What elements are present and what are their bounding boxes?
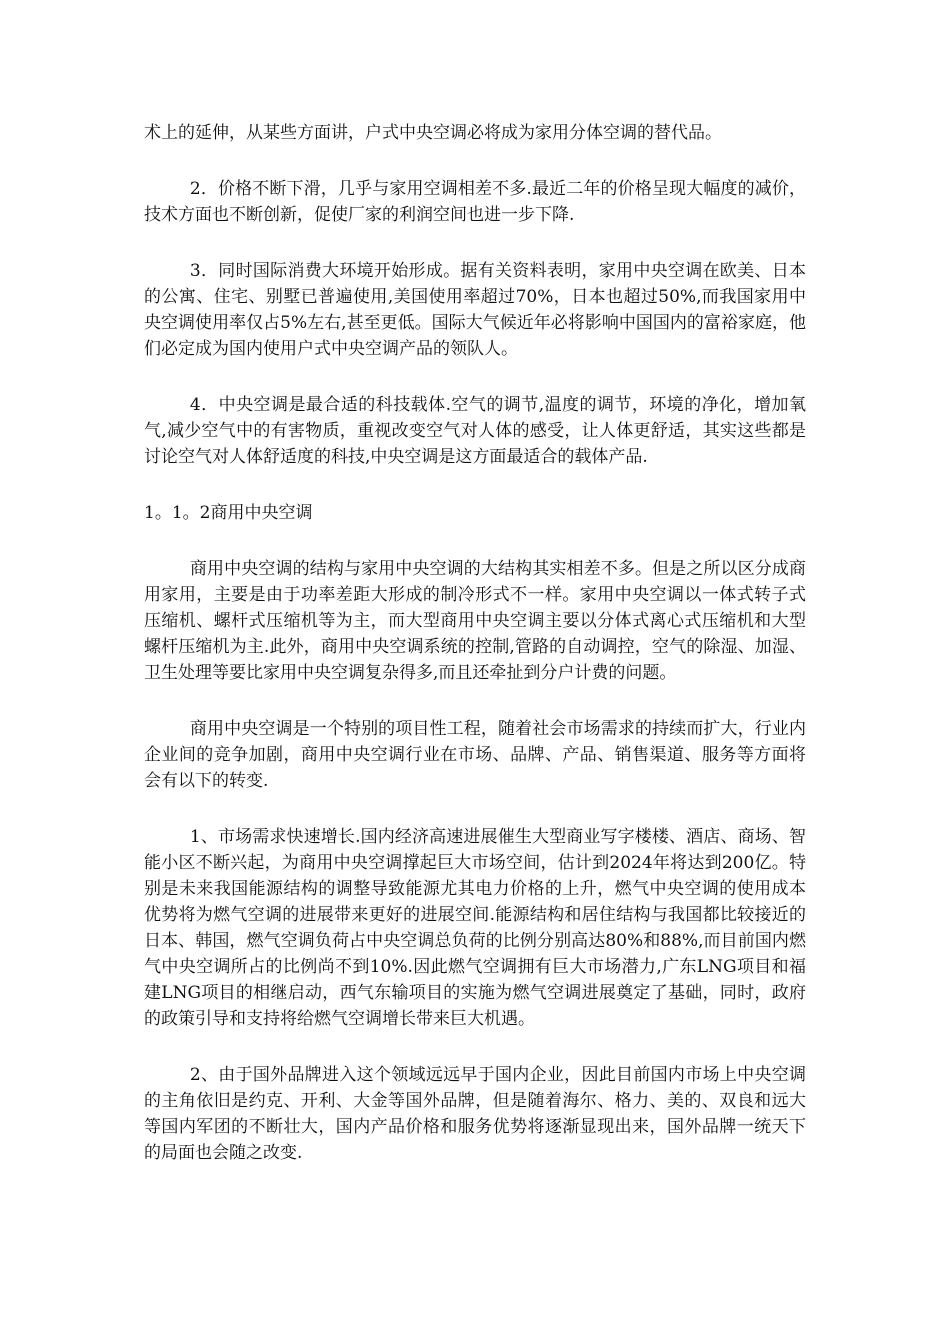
paragraph-foreign-brands: 2、由于国外品牌进入这个领域远远早于国内企业，因此目前国内市场上中央空调的主角依旧是约克、开利、大金等国外品牌，但是随着海尔、格力、美的、双良和远大等国内军团的不断壮大，国内产品价格和服务优势将逐渐显现出来，国外品牌一统天下的局面也会随之改变. [144, 1065, 806, 1163]
paragraph-point-3-environment: 3．同时国际消费大环境开始形成。据有关资料表明，家用中央空调在欧美、日本的公寓、住宅、别墅已普遍使用,美国使用率超过70%，日本也超过50%,而我国家用中央空调使用率仅占5%左右,甚至更低。国际大气候近年必将影响中国国内的富裕家庭，他们必定成为国内使用户式中央空调产品的领队人。 [144, 261, 806, 359]
paragraph-point-2-price: 2．价格不断下滑，几乎与家用空调相差不多.最近二年的价格呈现大幅度的减价，技术方面也不断创新，促使厂家的利润空间也进一步下降. [144, 179, 806, 225]
paragraph-commercial-changes: 商用中央空调是一个特别的项目性工程，随着社会市场需求的持续而扩大，行业内企业间的竞争加剧，商用中央空调行业在市场、品牌、产品、销售渠道、服务等方面将会有以下的转变. [144, 719, 806, 791]
paragraph-market-demand: 1、市场需求快速增长.国内经济高速进展催生大型商业写字楼楼、酒店、商场、智能小区不断兴起，为商用中央空调撑起巨大市场空间，估计到2024年将达到200亿。特别是未来我国能源结构的调整导致能源尤其电力价格的上升，燃气中央空调的使用成本优势将为燃气空调的进展带来更好的进展空间.能源结构和居住结构与我国都比较接近的日本、韩国，燃气空调负荷占中央空调总负荷的比例分别高达80%和88%,而目前国内燃气中央空调所占的比例尚不到10%.因此燃气空调拥有巨大市场潜力,广东LNG项目和福建LNG项目的相继启动，西气东输项目的实施为燃气空调进展奠定了基础，同时，政府的政策引导和支持将给燃气空调增长带来巨大机遇。 [144, 827, 806, 1029]
paragraph-commercial-structure: 商用中央空调的结构与家用中央空调的大结构其实相差不多。但是之所以区分成商用家用，主要是由于功率差距大形成的制冷形式不一样。家用中央空调以一体式转子式压缩机、螺杆式压缩机等为主，而大型商用中央空调主要以分体式离心式压缩机和大型螺杆压缩机为主.此外，商用中央空调系统的控制,管路的自动调控，空气的除湿、加湿、卫生处理等要比家用中央空调复杂得多,而且还牵扯到分户计费的问题。 [144, 559, 806, 683]
document-page [144, 120, 806, 1196]
paragraph-continuation: 术上的延伸，从某些方面讲，户式中央空调必将成为家用分体空调的替代品。 [144, 123, 722, 143]
paragraph-point-4-technology: 4．中央空调是最合适的科技载体.空气的调节,温度的调节，环境的净化，增加氧气,减少空气中的有害物质，重视改变空气对人体的感受，让人体更舒适，其实这些都是讨论空气对人体舒适度的科技,中央空调是这方面最适合的载体产品. [144, 395, 806, 467]
section-heading: 1。1。2商用中央空调 [144, 503, 313, 523]
